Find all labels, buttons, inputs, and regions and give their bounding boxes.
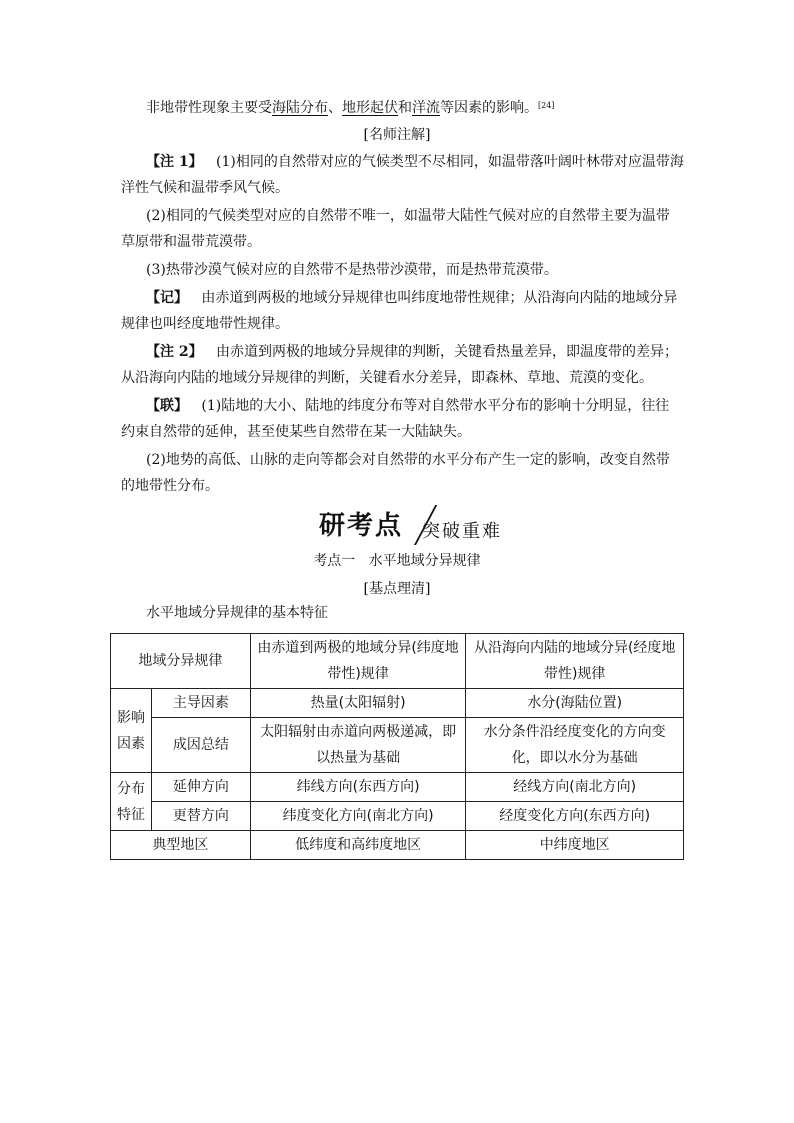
table-row bbox=[111, 802, 684, 831]
row-label: 更替方向 bbox=[151, 802, 250, 831]
cell-latitudinal: 低纬度和高纬度地区 bbox=[250, 831, 466, 860]
note-3-line: (3)热带沙漠气候对应的自然带不是热带沙漠带，而是热带荒漠带。 bbox=[146, 262, 558, 278]
note-1-line-2: 洋性气候和温带季风气候。 bbox=[121, 180, 289, 196]
note-2-line-2: 草原带和温带荒漠带。 bbox=[121, 234, 261, 250]
section-title: [名师注解] bbox=[363, 127, 431, 143]
intro-text: 等因素的影响。 bbox=[440, 100, 538, 116]
characteristics-table bbox=[110, 633, 684, 860]
row-label: 延伸方向 bbox=[151, 773, 250, 802]
intro-text: 非地带性现象主要受 bbox=[146, 100, 272, 116]
note-text: 由赤道到两极的地域分异规律的判断，关键看热量差异，即温度带的差异； bbox=[215, 344, 678, 360]
note-2-line-1: (2)相同的气候类型对应的自然带不唯一，如温带大陆性气候对应的自然带主要为温带 bbox=[146, 208, 670, 224]
note-tag: 【记】 bbox=[146, 290, 188, 306]
note-4-line-2: 从沿海向内陆的地域分异规律的判断，关键看水分差异，即森林、草地、荒漠的变化。 bbox=[121, 370, 653, 386]
cell-latitudinal: 纬线方向(东西方向) bbox=[250, 773, 466, 802]
section-banner bbox=[316, 505, 516, 545]
ji-line-2: 规律也叫经度地带性规律。 bbox=[121, 316, 289, 332]
header-latitudinal: 由赤道到两极的地域分异(纬度地带性)规律 bbox=[250, 634, 466, 689]
group-distribution: 分布特征 bbox=[111, 773, 152, 831]
note-text: (1)陆地的大小、陆地的纬度分布等对自然带水平分布的影响十分明显，往往 bbox=[201, 398, 670, 414]
header-rule: 地域分异规律 bbox=[111, 634, 251, 689]
cell-longitudinal: 经度变化方向(东西方向) bbox=[466, 802, 684, 831]
cell-latitudinal: 热量(太阳辐射) bbox=[250, 689, 466, 718]
banner-subheading: 突破重难 bbox=[422, 521, 502, 542]
intro-paragraph bbox=[146, 92, 554, 122]
table-row bbox=[111, 689, 684, 718]
note-4-line-1 bbox=[146, 338, 678, 366]
lian-line-2: 约束自然带的延伸，甚至使某些自然带在某一大陆缺失。 bbox=[121, 424, 471, 440]
lian-2-line-1: (2)地势的高低、山脉的走向等都会对自然带的水平分布产生一定的影响，改变自然带 bbox=[146, 452, 670, 468]
cell-longitudinal: 中纬度地区 bbox=[466, 831, 684, 860]
cell-latitudinal: 太阳辐射由赤道向两极递减，即以热量为基础 bbox=[250, 718, 466, 773]
cell-longitudinal: 水分条件沿经度变化的方向变化，即以水分为基础 bbox=[466, 718, 684, 773]
ji-line-1 bbox=[146, 284, 677, 312]
row-label: 成因总结 bbox=[151, 718, 250, 773]
note-tag: 【注 2】 bbox=[146, 344, 203, 360]
cell-latitudinal: 纬度变化方向(南北方向) bbox=[250, 802, 466, 831]
lian-line-1 bbox=[146, 392, 669, 420]
underlined-term: 洋流 bbox=[412, 100, 440, 116]
table-caption: 水平地域分异规律的基本特征 bbox=[146, 605, 328, 621]
table-row bbox=[111, 634, 684, 689]
note-text: 由赤道到两极的地域分异规律也叫纬度地带性规律；从沿海向内陆的地域分异 bbox=[201, 290, 678, 306]
note-1-line-1 bbox=[146, 148, 684, 176]
cell-longitudinal: 水分(海陆位置) bbox=[466, 689, 684, 718]
row-label: 典型地区 bbox=[111, 831, 251, 860]
table-row bbox=[111, 773, 684, 802]
note-tag: 【注 1】 bbox=[146, 154, 203, 170]
intro-text: 和 bbox=[398, 100, 412, 116]
header-longitudinal: 从沿海向内陆的地域分异(经度地带性)规律 bbox=[466, 634, 684, 689]
cell-longitudinal: 经线方向(南北方向) bbox=[466, 773, 684, 802]
row-label: 主导因素 bbox=[151, 689, 250, 718]
banner-heading: 研考点 bbox=[319, 511, 404, 541]
note-text: (1)相同的自然带对应的气候类型不尽相同，如温带落叶阔叶林带对应温带海 bbox=[215, 154, 684, 170]
kaodian-title-text: 考点一 水平地域分异规律 bbox=[313, 553, 481, 569]
group-influence: 影响因素 bbox=[111, 689, 152, 773]
note-tag: 【联】 bbox=[146, 398, 188, 414]
underlined-term: 海陆分布 bbox=[272, 100, 328, 116]
jidian-title: [基点理清] bbox=[363, 581, 431, 597]
table-row bbox=[111, 718, 684, 773]
underlined-term: 地形起伏 bbox=[342, 100, 398, 116]
lian-2-line-2: 的地带性分布。 bbox=[121, 478, 219, 494]
table-row bbox=[111, 831, 684, 860]
kaodian-title bbox=[0, 550, 794, 572]
intro-text: 、 bbox=[328, 100, 342, 116]
reference-mark: [24] bbox=[538, 101, 555, 110]
